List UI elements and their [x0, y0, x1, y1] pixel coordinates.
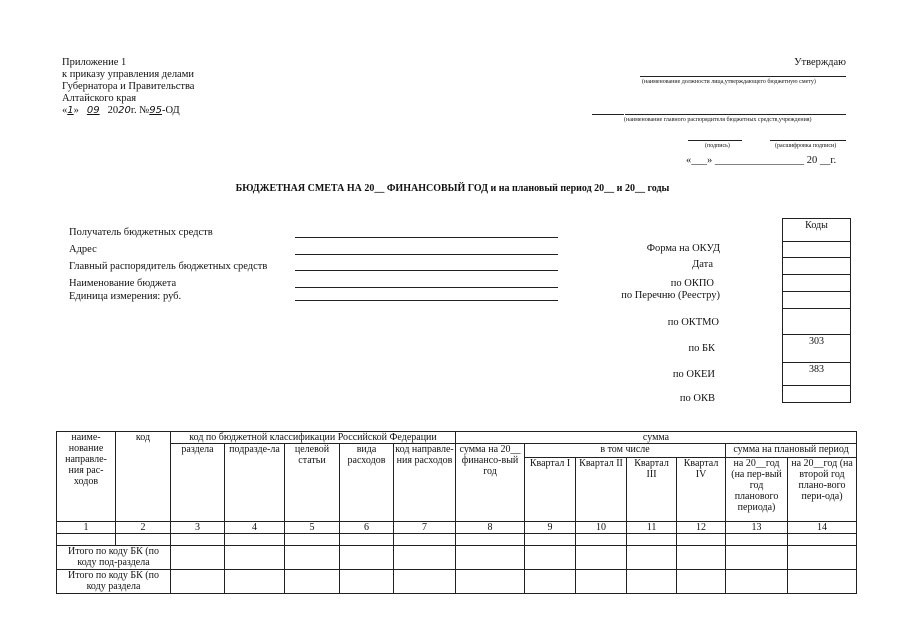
signature-caption: (подпись)	[705, 143, 730, 149]
appendix-block	[62, 57, 262, 117]
header-second-planned: на 20__год (на второй год плано-вого пери-ода)	[788, 458, 857, 522]
header-planned: сумма на плановый период	[726, 444, 857, 458]
col-num: 13	[726, 522, 788, 534]
col-num: 10	[576, 522, 627, 534]
header-name: наиме-нование направле-ния рас-ходов	[57, 432, 116, 522]
appendix-line-3: Губернатора и Правительства	[62, 81, 195, 92]
code-cell-registry	[783, 291, 850, 292]
code-label-date: Дата	[692, 259, 713, 270]
table-row	[57, 546, 857, 570]
col-num: 11	[627, 522, 677, 534]
approve-org-line	[592, 114, 624, 115]
signature-line	[688, 140, 742, 141]
header-kind: вида расходов	[340, 444, 394, 522]
code-label-okud: Форма на ОКУД	[646, 243, 720, 254]
appendix-line-1: Приложение 1	[62, 57, 127, 68]
decode-caption: (расшифровка подписи)	[775, 143, 837, 149]
page-title: БЮДЖЕТНАЯ СМЕТА НА 20__ ФИНАНСОВЫЙ ГОД и на плановый период 20__ и 20__ годы	[235, 183, 670, 194]
approve-org-line-2	[625, 114, 846, 115]
field-label-budget: Наименование бюджета	[69, 278, 177, 289]
appendix-line-2: к приказу управления делами	[62, 69, 194, 80]
code-label-okv: по ОКВ	[679, 393, 715, 404]
approve-position-line	[640, 76, 846, 77]
budget-table	[56, 431, 857, 594]
header-direction: код направле-ния расходов	[394, 444, 456, 522]
total-section-label: Итого по коду БК (по коду раздела	[57, 570, 171, 594]
date-day-handwritten: 1	[67, 105, 74, 116]
approve-date-line: «___» _________________ 20 __г.	[686, 155, 837, 166]
field-label-recipient: Получатель бюджетных средств	[69, 227, 213, 238]
field-line-budget	[295, 287, 558, 288]
col-num: 4	[225, 522, 285, 534]
header-q2: Квартал II	[576, 458, 627, 522]
col-num: 14	[788, 522, 857, 534]
col-num: 1	[57, 522, 116, 534]
col-num: 2	[116, 522, 171, 534]
code-cell-okpo	[783, 274, 850, 275]
approve-org-caption: (наименование главного распорядителя бюджетных средств,учреждения)	[624, 117, 812, 123]
decode-line	[770, 140, 846, 141]
date-month-handwritten: 09	[86, 105, 100, 116]
field-line-address	[295, 254, 558, 255]
col-num: 12	[677, 522, 726, 534]
code-label-okei: по ОКЕИ	[672, 369, 715, 380]
header-section: раздела	[171, 444, 225, 522]
header-sum: сумма	[456, 432, 857, 444]
header-code: код	[116, 432, 171, 522]
table-row	[57, 534, 857, 546]
field-line-unit	[295, 300, 558, 301]
col-num: 8	[456, 522, 525, 534]
date-number-handwritten: 95	[149, 105, 162, 116]
header-q3: Квартал III	[627, 458, 677, 522]
col-num: 5	[285, 522, 340, 534]
header-sum-year: сумма на 20__ финансо-вый год	[456, 444, 525, 522]
header-subsection: подразде-ла	[225, 444, 285, 522]
code-cell-oktmo	[783, 308, 850, 309]
col-num: 9	[525, 522, 576, 534]
column-numbers-row	[57, 522, 857, 534]
approve-title: Утверждаю	[794, 57, 846, 68]
header-q1: Квартал I	[525, 458, 576, 522]
code-cell-date	[783, 257, 850, 258]
code-label-registry: по Перечню (Реестру)	[621, 290, 720, 301]
header-including: в том числе	[525, 444, 726, 458]
code-cell-okei: 383	[783, 362, 850, 377]
field-label-unit: Единица измерения: руб.	[69, 291, 182, 302]
col-num: 3	[171, 522, 225, 534]
appendix-line-4: Алтайского края	[62, 93, 137, 104]
approve-position-caption: (наименование должности лица,утверждающего бюджетную смету)	[642, 79, 816, 85]
code-label-oktmo: по ОКТМО	[667, 317, 719, 328]
col-num: 7	[394, 522, 456, 534]
col-num: 6	[340, 522, 394, 534]
code-label-bk: по БК	[688, 343, 715, 354]
header-classification: код по бюджетной классификации Российской Федерации	[171, 432, 456, 444]
appendix-date: «1» 09 2020г. №95-ОД	[62, 105, 180, 116]
field-label-address: Адрес	[69, 244, 97, 255]
field-line-recipient	[295, 237, 558, 238]
header-q4: Квартал IV	[677, 458, 726, 522]
header-first-planned: на 20__год (на пер-вый год планового периода)	[726, 458, 788, 522]
date-year-handwritten: 20	[118, 105, 131, 116]
code-cell-bk: 303	[783, 334, 850, 349]
field-label-chief: Главный распорядитель бюджетных средств	[69, 261, 268, 272]
table-row	[57, 570, 857, 594]
field-line-chief	[295, 270, 558, 271]
codes-box	[782, 218, 851, 403]
code-cell-okud	[783, 241, 850, 242]
header-target: целевой статьи	[285, 444, 340, 522]
code-label-okpo: по ОКПО	[670, 278, 714, 289]
total-subsection-label: Итого по коду БК (по коду под-раздела	[57, 546, 171, 570]
codes-header: Коды	[805, 220, 828, 231]
code-cell-okv	[783, 385, 850, 386]
